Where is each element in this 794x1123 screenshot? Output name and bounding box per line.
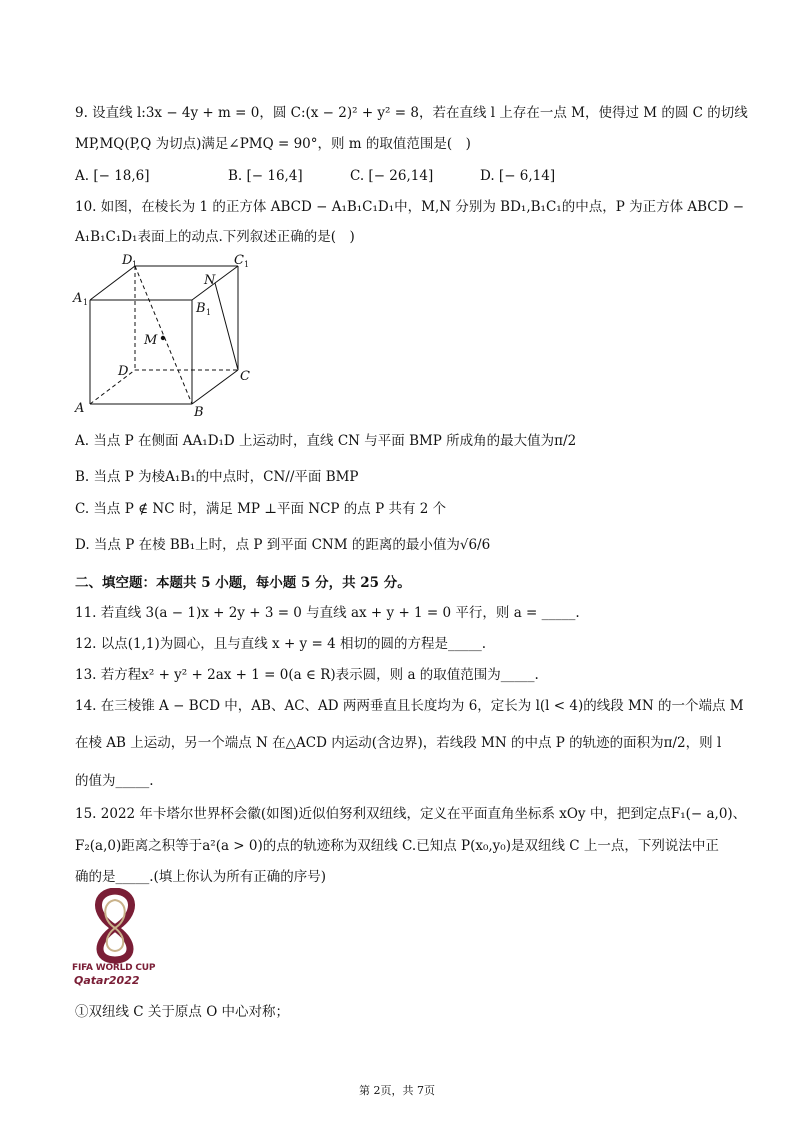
label-a1-sub: 1 [83,298,89,307]
label-d: D [118,364,129,379]
q10-line2: A₁B₁C₁D₁表面上的动点.下列叙述正确的是( ) [75,229,355,245]
q12: 12. 以点(1,1)为圆心，且与直线 x + y = 4 相切的圆的方程是_____. [75,636,487,652]
label-a: A [75,401,85,416]
cube-figure [70,252,260,422]
q15-line3: 确的是_____.(填上你认为所有正确的序号) [75,869,327,885]
label-b1: B [196,301,206,316]
q9-line2: MP,MQ(P,Q 为切点)满足∠PMQ = 90°，则 m 的取值范围是( ) [75,136,471,152]
logo-text-line1: FIFA WORLD CUP [72,963,156,973]
label-c1: C [234,253,244,268]
label-b1-sub: 1 [206,308,212,317]
q10-option-d: D. 当点 P 在棱 BB₁上时，点 P 到平面 CNM 的距离的最小值为√6/6 [75,537,491,553]
q10-option-c: C. 当点 P ∉ NC 时，满足 MP ⊥平面 NCP 的点 P 共有 2 个 [75,501,447,517]
page-footer: 第 2页，共 7页 [359,1084,435,1097]
label-d1-sub: 1 [132,260,138,269]
q10-line1: 10. 如图，在棱长为 1 的正方体 ABCD − A₁B₁C₁D₁中，M,N 分别为 BD₁,B₁C₁的中点，P 为正方体 ABCD − [75,199,745,215]
q10-option-b: B. 当点 P 为棱A₁B₁的中点时，CN//平面 BMP [75,469,359,485]
label-m: M [144,333,158,348]
q14-line1: 14. 在三棱锥 A − BCD 中，AB、AC、AD 两两垂直且长度均为 6，定长为 l(l < 4)的线段 MN 的一个端点 M [75,698,744,714]
label-c: C [240,369,250,384]
label-n: N [204,273,216,288]
logo-text-line2: Qatar2022 [74,974,140,987]
label-a1: A [73,291,83,306]
section-heading: 二、填空题：本题共 5 小题，每小题 5 分，共 25 分。 [75,575,411,591]
q15-line1: 15. 2022 年卡塔尔世界杯会徽(如图)近似伯努利双纽线，定义在平面直角坐标系 xOy 中，把到定点F₁(− a,0)、 [75,806,747,822]
world-cup-emblem-icon [90,888,140,964]
q11: 11. 若直线 3(a − 1)x + 2y + 3 = 0 与直线 ax + y + 1 = 0 平行，则 a = _____. [75,605,580,621]
point-m [161,336,165,340]
q14-line2: 在棱 AB 上运动，另一个端点 N 在△ACD 内运动(含边界)，若线段 MN 的中点 P 的轨迹的面积为π/2，则 l [75,735,722,751]
q9-option-a: A. [− 18,6] [75,168,150,184]
q15-item1: ①双纽线 C 关于原点 O 中心对称； [75,1004,290,1020]
label-c1-sub: 1 [244,260,250,269]
q9-option-d: D. [− 6,14] [480,168,556,184]
label-b: B [194,405,204,420]
q10-option-a: A. 当点 P 在侧面 AA₁D₁D 上运动时，直线 CN 与平面 BMP 所成角的最大值为π/2 [75,433,577,449]
q9-line1: 9. 设直线 l:3x − 4y + m = 0，圆 C:(x − 2)² + y² = 8，若在直线 l 上存在一点 M，使得过 M 的圆 C 的切线 [75,105,748,121]
q9-option-c: C. [− 26,14] [350,168,434,184]
label-d1: D [122,253,133,268]
q15-line2: F₂(a,0)距离之积等于a²(a > 0)的点的轨迹称为双纽线 C.已知点 P(x₀,y₀)是双纽线 C 上一点，下列说法中正 [75,838,719,854]
q14-line3: 的值为_____. [75,773,154,789]
q9-option-b: B. [− 16,4] [228,168,303,184]
q13: 13. 若方程x² + y² + 2ax + 1 = 0(a ∈ R)表示圆，则 a 的取值范围为_____. [75,667,539,683]
